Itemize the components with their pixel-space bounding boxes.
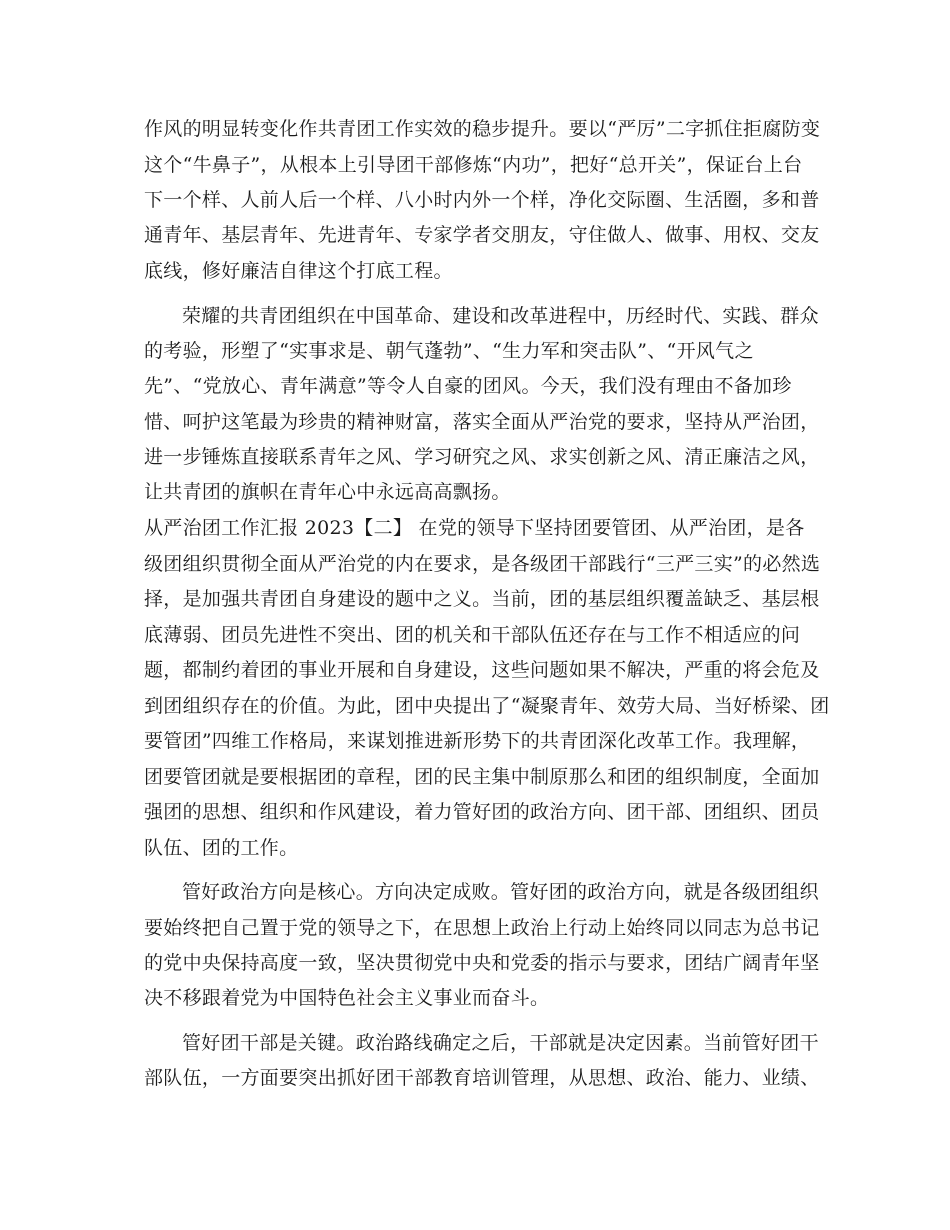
text-line: 要管团”四维工作格局，来谋划推进新形势下的共青团深化改革工作。我理解， <box>144 730 811 752</box>
text-line: 团要管团就是要根据团的章程，团的民主集中制原那么和团的组织制度，全面加 <box>144 766 820 788</box>
section-heading-line: 从严治团工作汇报 2023【二】 在党的领导下坚持团要管团、从严治团，是各 <box>144 517 805 539</box>
text-line: 让共青团的旗帜在青年心中永远高高飘扬。 <box>144 481 511 503</box>
text-line: 到团组织存在的价值。为此，团中央提出了“凝聚青年、效劳大局、当好桥梁、团 <box>144 695 830 717</box>
text-line: 管好团干部是关键。政治路线确定之后，干部就是决定因素。当前管好团干 <box>182 1032 819 1054</box>
text-line: 要始终把自己置于党的领导之下，在思想上政治上行动上始终同以同志为总书记 <box>144 917 820 939</box>
text-line: 择，是加强共青团自身建设的题中之义。当前，团的基层组织覆盖缺乏、基层根 <box>144 588 820 610</box>
text-line: 惜、呵护这笔最为珍贵的精神财富，落实全面从严治党的要求，坚持从严治团， <box>144 411 820 433</box>
text-line: 底薄弱、团员先进性不突出、团的机关和干部队伍还存在与工作不相适应的问 <box>144 624 801 646</box>
text-line: 先”、“党放心、青年满意”等令人自豪的团风。今天，我们没有理由不备加珍 <box>144 375 792 397</box>
text-line: 通青年、基层青年、先进青年、专家学者交朋友，守住做人、做事、用权、交友 <box>144 224 820 246</box>
text-line: 级团组织贯彻全面从严治党的内在要求，是各级团干部践行“三严三实”的必然选 <box>144 553 821 575</box>
text-line: 部队伍，一方面要突出抓好团干部教育培训管理，从思想、政治、能力、业绩、 <box>144 1067 820 1089</box>
text-line: 的考验，形塑了“实事求是、朝气蓬勃”、“生力军和突击队”、“开风气之 <box>144 340 754 362</box>
text-line: 底线，修好廉洁自律这个打底工程。 <box>144 260 453 282</box>
text-line: 这个“牛鼻子”，从根本上引导团干部修炼“内功”，把好“总开关”，保证台上台 <box>144 154 803 176</box>
text-line: 管好政治方向是核心。方向决定成败。管好团的政治方向，就是各级团组织 <box>182 881 819 903</box>
text-line: 下一个样、人前人后一个样、八小时内外一个样，净化交际圈、生活圈，多和普 <box>144 189 820 211</box>
text-line: 决不移跟着党为中国特色社会主义事业而奋斗。 <box>144 987 550 1009</box>
text-line: 队伍、团的工作。 <box>144 837 299 859</box>
text-line: 的党中央保持高度一致，坚决贯彻党中央和党委的指示与要求，团结广阔青年坚 <box>144 952 820 974</box>
text-line: 荣耀的共青团组织在中国革命、建设和改革进程中，历经时代、实践、群众 <box>182 305 819 327</box>
text-line: 强团的思想、组织和作风建设，着力管好团的政治方向、团干部、团组织、团员 <box>144 801 820 823</box>
text-line: 题，都制约着团的事业开展和自身建设，这些问题如果不解决，严重的将会危及 <box>144 659 820 681</box>
text-line: 进一步锤炼直接联系青年之风、学习研究之风、求实创新之风、清正廉洁之风， <box>144 446 820 468</box>
text-line: 作风的明显转变化作共青团工作实效的稳步提升。要以“严厉”二字抓住拒腐防变 <box>144 118 821 140</box>
